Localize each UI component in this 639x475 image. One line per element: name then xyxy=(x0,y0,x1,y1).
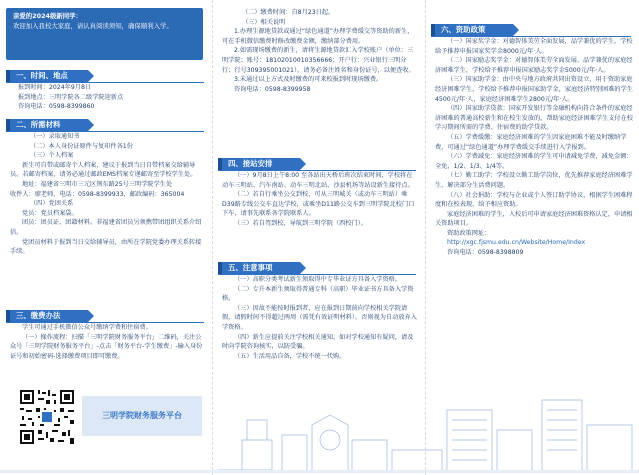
text-line: 党员：党员档案袋。 xyxy=(22,209,78,217)
text-line: 咨询电话：0598-8398809 xyxy=(447,249,524,257)
section-title-notes: 五、注意事项 xyxy=(218,262,300,274)
text-line: （五）生活用品自备，学校不统一代购。 xyxy=(234,352,346,360)
materials-text xyxy=(10,132,204,257)
payment-continued-text xyxy=(222,8,418,94)
text-line: （四）新生应提前关注学校相关通知，如对学校通知有疑问，请及时向学院咨询核实，以防受骗。 xyxy=(222,333,414,351)
text-line: （三）个人档案 xyxy=(30,152,74,160)
time-place-text xyxy=(18,83,202,112)
text-line: （三）国家助学金：由中央与地方政府共同出资设立，用于资助家庭经济困难学生，学校给予推荐申报国家助学金，家庭经济特别困难的学生4500元/年·人，家庭经济困难学生2800元/年·人。 xyxy=(435,76,633,103)
text-line: 地址：福建省三明市三元区荆东路25号三明学院学生处 xyxy=(22,180,173,188)
text-line: 党团员材料于报到当日交给辅导员，由所在学院党委办理关系转接手续。 xyxy=(10,238,202,256)
text-line: 咨询电话：0598-8399958 xyxy=(234,85,311,93)
pickup-text xyxy=(222,171,418,229)
section-title-payment: 三、缴费办法 xyxy=(6,310,88,322)
aid-text xyxy=(435,37,633,258)
text-line: （二）若自行乘坐公交到校，可从三明城关（或动车三明站）乘D39路专线公交车直达学校，或乘坐D11路公交车到三明学院北校门口下车，请事先联系各学院联系人。 xyxy=(222,191,415,218)
text-line: 资助政策网址： xyxy=(447,229,491,237)
text-line: （七）勤工助学：学校设立勤工助学岗位，优先推荐家庭经济困难学生，解决部分生活费问题。 xyxy=(435,172,633,189)
text-line: （一）高职分类考试新生须取得中专毕业证方具备入学资格。 xyxy=(234,276,402,283)
text-line: 团员：团员证、团籍材料。非福建省团员另须携带团组织关系介绍信。 xyxy=(10,219,202,236)
text-line: （八）社会捐助：学校与企业或个人签订助学协议，根据学生困难程度和在校表现，给予相应资助。 xyxy=(435,191,633,209)
text-line: （四）党团关系 xyxy=(30,200,74,208)
text-line: （二）本人身份证原件与复印件各1份 xyxy=(30,142,133,150)
text-line: （二）缴费时间：自8月23日起。 xyxy=(242,9,335,16)
text-line: 1.办理生源地贷款或通过“绿色通道”办理学费缓交等资助的新生，可在手机微信缴费时修改缴费金额，缴纳部分费用。 xyxy=(222,28,414,45)
text-line: 新生可自带或邮寄个人档案，建议于报到当日自带档案交给辅导员。若邮寄档案，请务必通过邮政EMS档案专递邮寄至学校学生处。 xyxy=(10,161,197,179)
qr-code-icon[interactable] xyxy=(18,388,76,446)
text-line: （三）相关说明 xyxy=(242,18,286,26)
aid-website-link[interactable]: http://xgc.fjsmu.edu.cn/Website/Home/Index xyxy=(447,239,586,247)
text-line: （六）学费减免：家庭经济困难的学生可申请减免学费，减免金额：全免、1/2、1/3、1/4等。 xyxy=(435,153,633,170)
text-line: 学生可通过手机微信公众号缴纳学费和住宿费。 xyxy=(22,324,152,331)
text-line: （一）操作流程：扫描「三明学院财务服务平台」二维码，关注公众号「三明学院财务服务平台」-点击「财务平台-学生缴费」-输入身份证号和初始密码-选择缴费项目即可缴费。 xyxy=(10,333,203,360)
text-line: （一）国家奖学金：对德智体美劳全面发展，品学兼优的学生，学校给予推荐申报国家奖学金8000元/年·人。 xyxy=(435,38,633,55)
text-line: 报到地点：三明学院各二级学院迎新点 xyxy=(18,93,124,101)
welcome-title: 亲爱的2024级新同学： xyxy=(13,12,82,20)
section-title-time-place: 一、时间、地点 xyxy=(6,70,88,82)
text-line: （二）国家励志奖学金：对德智体美劳全面发展、品学兼优的家庭经济困难学生，学校给予推荐申报国家励志奖学金5000元/年·人。 xyxy=(435,57,633,74)
text-line: （五）学费缓缴：家庭经济困难的学生因家庭困难不能及时缴纳学费，可通过“绿色通道”办理学费缓交手续进行入学报到。 xyxy=(435,133,627,151)
text-line: （一）9月8日上午8:00 至各站出天桥后班次结束时间，学校将在动车三明站、汽车南站、动车三明北站、沙县机场等站设新生接待点。 xyxy=(222,172,414,189)
text-line: 咨询电话：0598-8399860 xyxy=(18,103,95,111)
text-line: 2.如需现场缴费的新生，请将生源地贷款汇入学校账户（单位：三明学院；账号：18102010010356666；开户行：兴业银行三明分行；行号309395001021）。请务必备注姓名和身份证号，以便查收。 xyxy=(222,47,415,74)
finance-platform-label: 三明学院财务服务平台 xyxy=(82,396,202,436)
payment-text xyxy=(10,323,204,361)
welcome-text: 欢迎加入我校大家庭，请认真阅读须知，确保顺利入学。 xyxy=(13,21,173,30)
left-panel xyxy=(0,0,212,475)
campus-illustration xyxy=(212,380,639,475)
text-line: 报到时间：2024年9月8日 xyxy=(18,84,92,91)
text-line: 3.未通过以上方式及时缴费的可来校报到时现场缴费。 xyxy=(234,76,383,84)
text-line: （一）录取通知书 xyxy=(30,133,80,140)
text-line: 家庭经济困难的学生，入校后可申请家庭经济困难资格认定，申请相关资助项目。 xyxy=(435,210,633,228)
text-line: （四）国家助学贷款：国家开发银行等金融机构向符合条件的家庭经济困难的普通高校新生和在校生发放的，帮助家庭经济困难学生支付在校学习期间所需的学费、住宿费的助学贷款。 xyxy=(435,105,633,132)
bottom-strip xyxy=(0,470,639,473)
notes-text xyxy=(222,275,418,361)
text-line: （三）若自驾到校，导航到三明学院（西校门）。 xyxy=(234,219,368,227)
section-title-aid: 六、资助政策 xyxy=(431,24,513,36)
section-title-pickup: 四、接站安排 xyxy=(218,158,300,170)
section-title-materials: 二、所需材料 xyxy=(6,119,88,131)
text-line: 收件人：廖老师、电话：0598-8399933，邮政编码：365004 xyxy=(10,190,185,198)
welcome-box xyxy=(6,8,203,60)
text-line: （二）专升本新生须取得普通专科（高职）毕业证书方具备入学资格。 xyxy=(222,285,414,303)
text-line: （三）因故不能按时报到者，应在报到日期前向学校相关学院请假，请假时间不得超过两周（需凭有效证明材料），否则视为自动放弃入学资格。 xyxy=(222,304,417,331)
